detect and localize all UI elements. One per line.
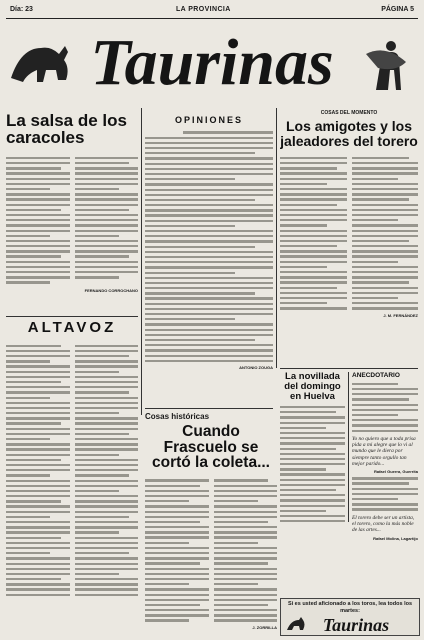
article-altavoz: [6, 320, 138, 630]
article-kicker: Cosas históricas: [145, 412, 210, 421]
article-headline: La novillada del domingo en Huelva: [284, 372, 341, 402]
promo-bull-drawing: [287, 617, 305, 630]
article-body: [280, 154, 418, 313]
article-byline: J. ZORRILLA: [252, 624, 277, 630]
article-anecdotario: [352, 372, 418, 604]
article-amigotes: [280, 108, 418, 370]
article-body: [352, 383, 418, 432]
top-bar: [6, 4, 418, 19]
article-body: [6, 154, 138, 287]
anecdote-quote: El torero debe ser un artista, el torero, como la más noble de las artes...: [352, 514, 415, 534]
section-rule: [280, 368, 418, 369]
article-opiniones: [145, 108, 273, 408]
article-body: [145, 477, 277, 625]
article-byline: ANTONIO ZOUGA: [239, 364, 273, 370]
column-separator: [276, 108, 277, 368]
article-headline: Los amigotes y los jaleadores del torero: [280, 118, 418, 149]
article-headline: Cuando Frascuelo se cortó la coleta...: [151, 423, 270, 471]
column-separator: [348, 372, 349, 522]
page-label: PÁGINA 5: [381, 6, 414, 13]
article-body: [145, 131, 273, 362]
section-rule: [145, 408, 273, 409]
day-label: Día: 23: [10, 6, 33, 13]
section-rule: [6, 316, 138, 317]
article-headline: ANECDOTARIO: [352, 372, 400, 379]
masthead: [6, 18, 418, 102]
column-separator: [141, 108, 142, 415]
article-byline: J. M. FERNÁNDEZ: [383, 312, 418, 318]
article-headline: La salsa de los caracoles: [6, 111, 127, 147]
anecdote-author: Rafael Guerra, Guerrita: [373, 469, 418, 475]
anecdote-quote: Yo no quiero que a toda prisa pida a mi alegre que lo vi al mundo que le diera por siempre tanto orgullo tan mejor parido...: [352, 435, 416, 467]
article-kicker: COSAS DEL MOMENTO: [320, 110, 378, 116]
article-headline: ALTAVOZ: [27, 320, 117, 336]
masthead-logo: [6, 18, 418, 102]
article-body: [6, 342, 138, 599]
masthead-title: Taurinas: [90, 26, 334, 99]
article-headline: OPINIONES: [174, 115, 243, 125]
anecdote-author: Rafael Molina, Lagartijo: [373, 535, 418, 541]
article-salsa: [6, 108, 138, 313]
newspaper-name: LA PROVINCIA: [176, 6, 231, 13]
bull-drawing: [11, 46, 68, 82]
promo-box: [280, 598, 420, 636]
bullfighter-drawing: [366, 41, 406, 90]
promo-brand: Taurinas: [322, 615, 390, 634]
promo-text: Si es usted aficionado a los toros, lea todos los martes:: [287, 601, 413, 614]
article-byline: FERNANDO CORROCHANO: [84, 287, 138, 293]
promo-logo: [281, 614, 419, 634]
article-body: [352, 477, 418, 510]
